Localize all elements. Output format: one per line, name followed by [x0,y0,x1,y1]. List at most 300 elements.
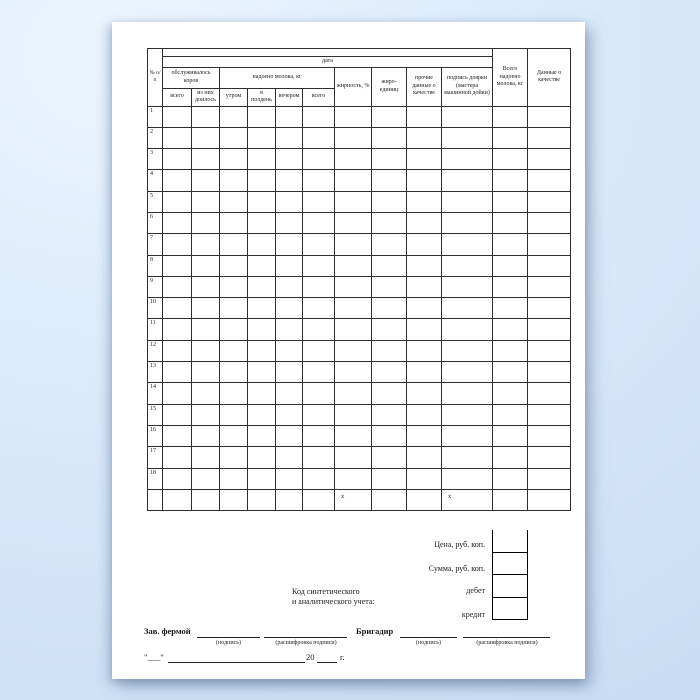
farm-manager-name-line [264,626,347,638]
empty-cell [407,489,442,510]
empty-cell [303,340,335,361]
row-number: 6 [148,212,163,233]
empty-cell [163,447,192,468]
empty-cell [442,383,493,404]
empty-cell [276,276,303,297]
empty-cell [303,404,335,425]
empty-cell [407,234,442,255]
empty-cell [163,276,192,297]
empty-cell [528,234,571,255]
row-number: 5 [148,191,163,212]
empty-cell [192,106,220,127]
row-number: 2 [148,127,163,148]
empty-cell [303,234,335,255]
empty-cell [335,340,372,361]
empty-cell [163,489,192,510]
row-number: 8 [148,255,163,276]
empty-cell [192,255,220,276]
empty-cell [335,234,372,255]
empty-cell [276,191,303,212]
empty-cell [372,234,407,255]
table-row [148,149,571,170]
empty-cell [303,149,335,170]
empty-cell [303,276,335,297]
empty-cell [276,489,303,510]
empty-cell [493,404,528,425]
empty-cell [163,170,192,191]
empty-cell [528,191,571,212]
empty-cell [442,106,493,127]
col-header-total-cows: всего [163,88,192,106]
empty-cell [276,234,303,255]
empty-cell [335,212,372,233]
empty-cell [220,489,248,510]
row-number: 7 [148,234,163,255]
col-header-noon: в полдень [248,88,276,106]
empty-cell [303,468,335,489]
empty-cell [335,276,372,297]
row-number: 1 [148,106,163,127]
empty-cell [493,234,528,255]
empty-cell [442,362,493,383]
empty-cell [192,234,220,255]
empty-cell [163,298,192,319]
brigadier-signature-line [400,626,457,638]
empty-cell [335,468,372,489]
empty-cell [276,106,303,127]
empty-cell [442,319,493,340]
empty-cell [442,255,493,276]
date-day-quotes: "___" [144,652,164,662]
row-number: 11 [148,319,163,340]
empty-cell [303,127,335,148]
empty-cell [303,447,335,468]
empty-cell [372,170,407,191]
empty-cell [407,319,442,340]
table-row [148,234,571,255]
empty-cell [276,212,303,233]
debit-label: дебет [466,586,485,595]
empty-cell [372,212,407,233]
empty-cell [528,149,571,170]
empty-cell [372,255,407,276]
empty-cell [276,404,303,425]
empty-cell [303,191,335,212]
col-header-evening: вечером [276,88,303,106]
empty-cell [407,468,442,489]
row-number: 15 [148,404,163,425]
empty-cell [276,425,303,446]
empty-cell [407,255,442,276]
empty-cell [442,149,493,170]
empty-cell [248,383,276,404]
row-number: 17 [148,447,163,468]
credit-label: кредит [461,610,485,619]
empty-cell [220,340,248,361]
empty-cell [335,298,372,319]
empty-cell [528,447,571,468]
farm-manager-signature-line [197,626,260,638]
empty-cell [192,212,220,233]
empty-cell [372,468,407,489]
empty-cell [442,298,493,319]
account-code-line2: и аналитического учета: [292,597,375,607]
empty-cell [220,212,248,233]
col-group-served-cows: обслуживалось коров [163,67,220,88]
col-header-date: дата [163,57,493,68]
row-number: 14 [148,383,163,404]
totals-boxes-column [492,530,528,620]
empty-cell [276,362,303,383]
totals-fat-mark: х [335,489,372,510]
empty-cell [407,404,442,425]
col-header-fat-units: жиро-единиц [372,67,407,106]
empty-cell [276,298,303,319]
empty-cell [192,340,220,361]
table-row [148,276,571,297]
empty-cell [442,340,493,361]
table-body [148,106,571,511]
brigadier-name-line [463,626,550,638]
empty-cell [335,106,372,127]
empty-cell [407,383,442,404]
col-header-row-number: № п/п [148,49,163,107]
empty-cell [303,383,335,404]
empty-cell [442,447,493,468]
empty-cell [528,106,571,127]
empty-cell [493,127,528,148]
empty-cell [528,340,571,361]
col-header-quality-data: Данные о качестве [528,49,571,107]
empty-cell [335,255,372,276]
empty-cell [528,489,571,510]
table-row [148,319,571,340]
date-year-suffix: г. [340,652,345,662]
empty-cell [163,106,192,127]
empty-cell [148,489,163,510]
empty-cell [192,276,220,297]
empty-cell [528,319,571,340]
empty-cell [335,383,372,404]
empty-cell [442,170,493,191]
empty-cell [248,489,276,510]
price-box [492,530,528,553]
empty-cell [220,404,248,425]
empty-cell [220,447,248,468]
decoded-signature-caption: (расшифровка подписи) [275,640,337,646]
empty-cell [407,127,442,148]
empty-cell [248,212,276,233]
col-header-total-milk: Всего надоено молока, кг [493,49,528,107]
empty-cell [276,340,303,361]
table-row [148,447,571,468]
empty-cell [192,447,220,468]
empty-cell [192,404,220,425]
row-number: 18 [148,468,163,489]
empty-cell [528,212,571,233]
table-row [148,425,571,446]
empty-cell [442,212,493,233]
empty-cell [407,170,442,191]
table-row [148,106,571,127]
empty-cell [248,319,276,340]
empty-cell [220,149,248,170]
empty-cell [248,362,276,383]
empty-cell [442,425,493,446]
empty-cell [220,276,248,297]
empty-cell [528,362,571,383]
date-blank-line [168,652,305,663]
empty-cell [248,425,276,446]
price-label: Цена, руб. коп. [434,540,485,549]
empty-cell [303,255,335,276]
table-row [148,170,571,191]
empty-cell [442,191,493,212]
empty-cell [192,191,220,212]
empty-cell [248,276,276,297]
empty-cell [407,106,442,127]
empty-cell [163,404,192,425]
empty-cell [192,149,220,170]
empty-cell [303,319,335,340]
col-header-fat-percent: жирность, % [335,67,372,106]
credit-box [492,598,528,621]
document-page [112,22,585,679]
empty-cell [335,319,372,340]
row-number: 16 [148,425,163,446]
empty-cell [493,362,528,383]
empty-cell [220,362,248,383]
empty-cell [407,447,442,468]
empty-cell [248,234,276,255]
farm-manager-label: Зав. фермой [144,626,191,636]
empty-cell [372,447,407,468]
date-year-blank [317,652,337,663]
empty-cell [407,212,442,233]
empty-cell [220,383,248,404]
empty-cell [442,127,493,148]
empty-cell [248,191,276,212]
table-row [148,383,571,404]
empty-cell [372,127,407,148]
empty-cell [372,489,407,510]
empty-cell [192,425,220,446]
row-number: 10 [148,298,163,319]
table-row [148,340,571,361]
empty-cell [442,468,493,489]
row-number: 12 [148,340,163,361]
empty-cell [192,319,220,340]
empty-cell [335,170,372,191]
empty-cell [493,489,528,510]
empty-cell [493,106,528,127]
empty-cell [528,255,571,276]
empty-cell [276,383,303,404]
empty-cell [493,468,528,489]
empty-cell [493,447,528,468]
account-code-line1: Код синтетического [292,587,360,596]
empty-cell [303,362,335,383]
empty-cell [163,149,192,170]
table-row [148,191,571,212]
empty-cell [407,425,442,446]
col-header-morning: утром [220,88,248,106]
col-header-other-quality: прочие данные о качестве [407,67,442,106]
empty-cell [372,298,407,319]
empty-cell [372,383,407,404]
empty-cell [276,468,303,489]
decoded-signature-caption: (расшифровка подписи) [476,640,538,646]
empty-cell [163,255,192,276]
empty-cell [335,191,372,212]
row-number: 4 [148,170,163,191]
signature-caption: (подпись) [216,640,241,646]
table-row [148,212,571,233]
signature-caption: (подпись) [416,640,441,646]
sum-box [492,553,528,576]
table-row [148,362,571,383]
empty-cell [528,404,571,425]
empty-cell [220,170,248,191]
empty-cell [372,362,407,383]
empty-cell [407,340,442,361]
row-number: 3 [148,149,163,170]
empty-cell [192,468,220,489]
col-header-milker-signature: подпись доярки (мастера машинной дойки) [442,67,493,106]
empty-cell [220,425,248,446]
empty-cell [248,255,276,276]
account-code-label [292,587,375,608]
empty-cell [220,468,248,489]
empty-cell [372,276,407,297]
debit-box [492,575,528,598]
empty-cell [163,127,192,148]
empty-cell [335,362,372,383]
empty-cell [528,276,571,297]
empty-cell [192,362,220,383]
empty-cell [163,362,192,383]
empty-cell [248,468,276,489]
empty-cell [442,234,493,255]
empty-cell [493,276,528,297]
empty-cell [407,362,442,383]
empty-cell [493,340,528,361]
empty-cell [528,298,571,319]
empty-cell [407,276,442,297]
empty-cell [276,170,303,191]
empty-cell [248,298,276,319]
row-number: 9 [148,276,163,297]
empty-cell [248,340,276,361]
empty-cell [248,106,276,127]
empty-cell [493,383,528,404]
empty-cell [528,383,571,404]
empty-cell [248,170,276,191]
empty-cell [303,298,335,319]
table-row [148,127,571,148]
empty-cell [192,298,220,319]
empty-cell [248,404,276,425]
empty-cell [303,170,335,191]
empty-cell [335,127,372,148]
empty-cell [163,191,192,212]
empty-cell [372,149,407,170]
empty-cell [276,127,303,148]
empty-cell [192,127,220,148]
table-row [148,298,571,319]
empty-cell [163,468,192,489]
empty-cell [220,234,248,255]
empty-cell [493,255,528,276]
empty-cell [248,447,276,468]
empty-cell [276,319,303,340]
empty-cell [276,255,303,276]
empty-cell [442,276,493,297]
empty-cell [220,298,248,319]
empty-cell [163,319,192,340]
empty-cell [248,149,276,170]
empty-cell [303,489,335,510]
empty-cell [528,170,571,191]
empty-cell [493,319,528,340]
empty-cell [163,383,192,404]
empty-cell [493,425,528,446]
brigadier-label: Бригадир [356,626,394,636]
empty-cell [276,149,303,170]
empty-cell [163,212,192,233]
empty-cell [528,127,571,148]
empty-cell [220,106,248,127]
empty-cell [372,425,407,446]
empty-cell [276,447,303,468]
empty-cell [407,298,442,319]
empty-cell [407,191,442,212]
empty-cell [192,489,220,510]
col-header-total-milked: всего [303,88,335,106]
empty-cell [248,127,276,148]
empty-cell [528,468,571,489]
empty-cell [163,340,192,361]
empty-cell [372,340,407,361]
table-header [148,49,571,107]
empty-cell [493,149,528,170]
empty-cell [335,447,372,468]
empty-cell [372,404,407,425]
table-row [148,468,571,489]
row-number: 13 [148,362,163,383]
empty-cell [493,298,528,319]
empty-cell [220,319,248,340]
totals-row [148,489,571,510]
milk-record-table [147,48,571,511]
empty-cell [220,191,248,212]
empty-cell [493,170,528,191]
table-row [148,404,571,425]
totals-signature-mark: х [442,489,493,510]
col-group-milked-milk: надоено молока, кг [220,67,335,88]
empty-cell [192,383,220,404]
table-row [148,255,571,276]
col-header-of-them-milked: из них доилось [192,88,220,106]
empty-cell [372,319,407,340]
empty-cell [335,404,372,425]
empty-cell [372,191,407,212]
empty-cell [528,425,571,446]
header-empty-band [163,49,493,57]
empty-cell [372,106,407,127]
empty-cell [303,425,335,446]
empty-cell [303,106,335,127]
